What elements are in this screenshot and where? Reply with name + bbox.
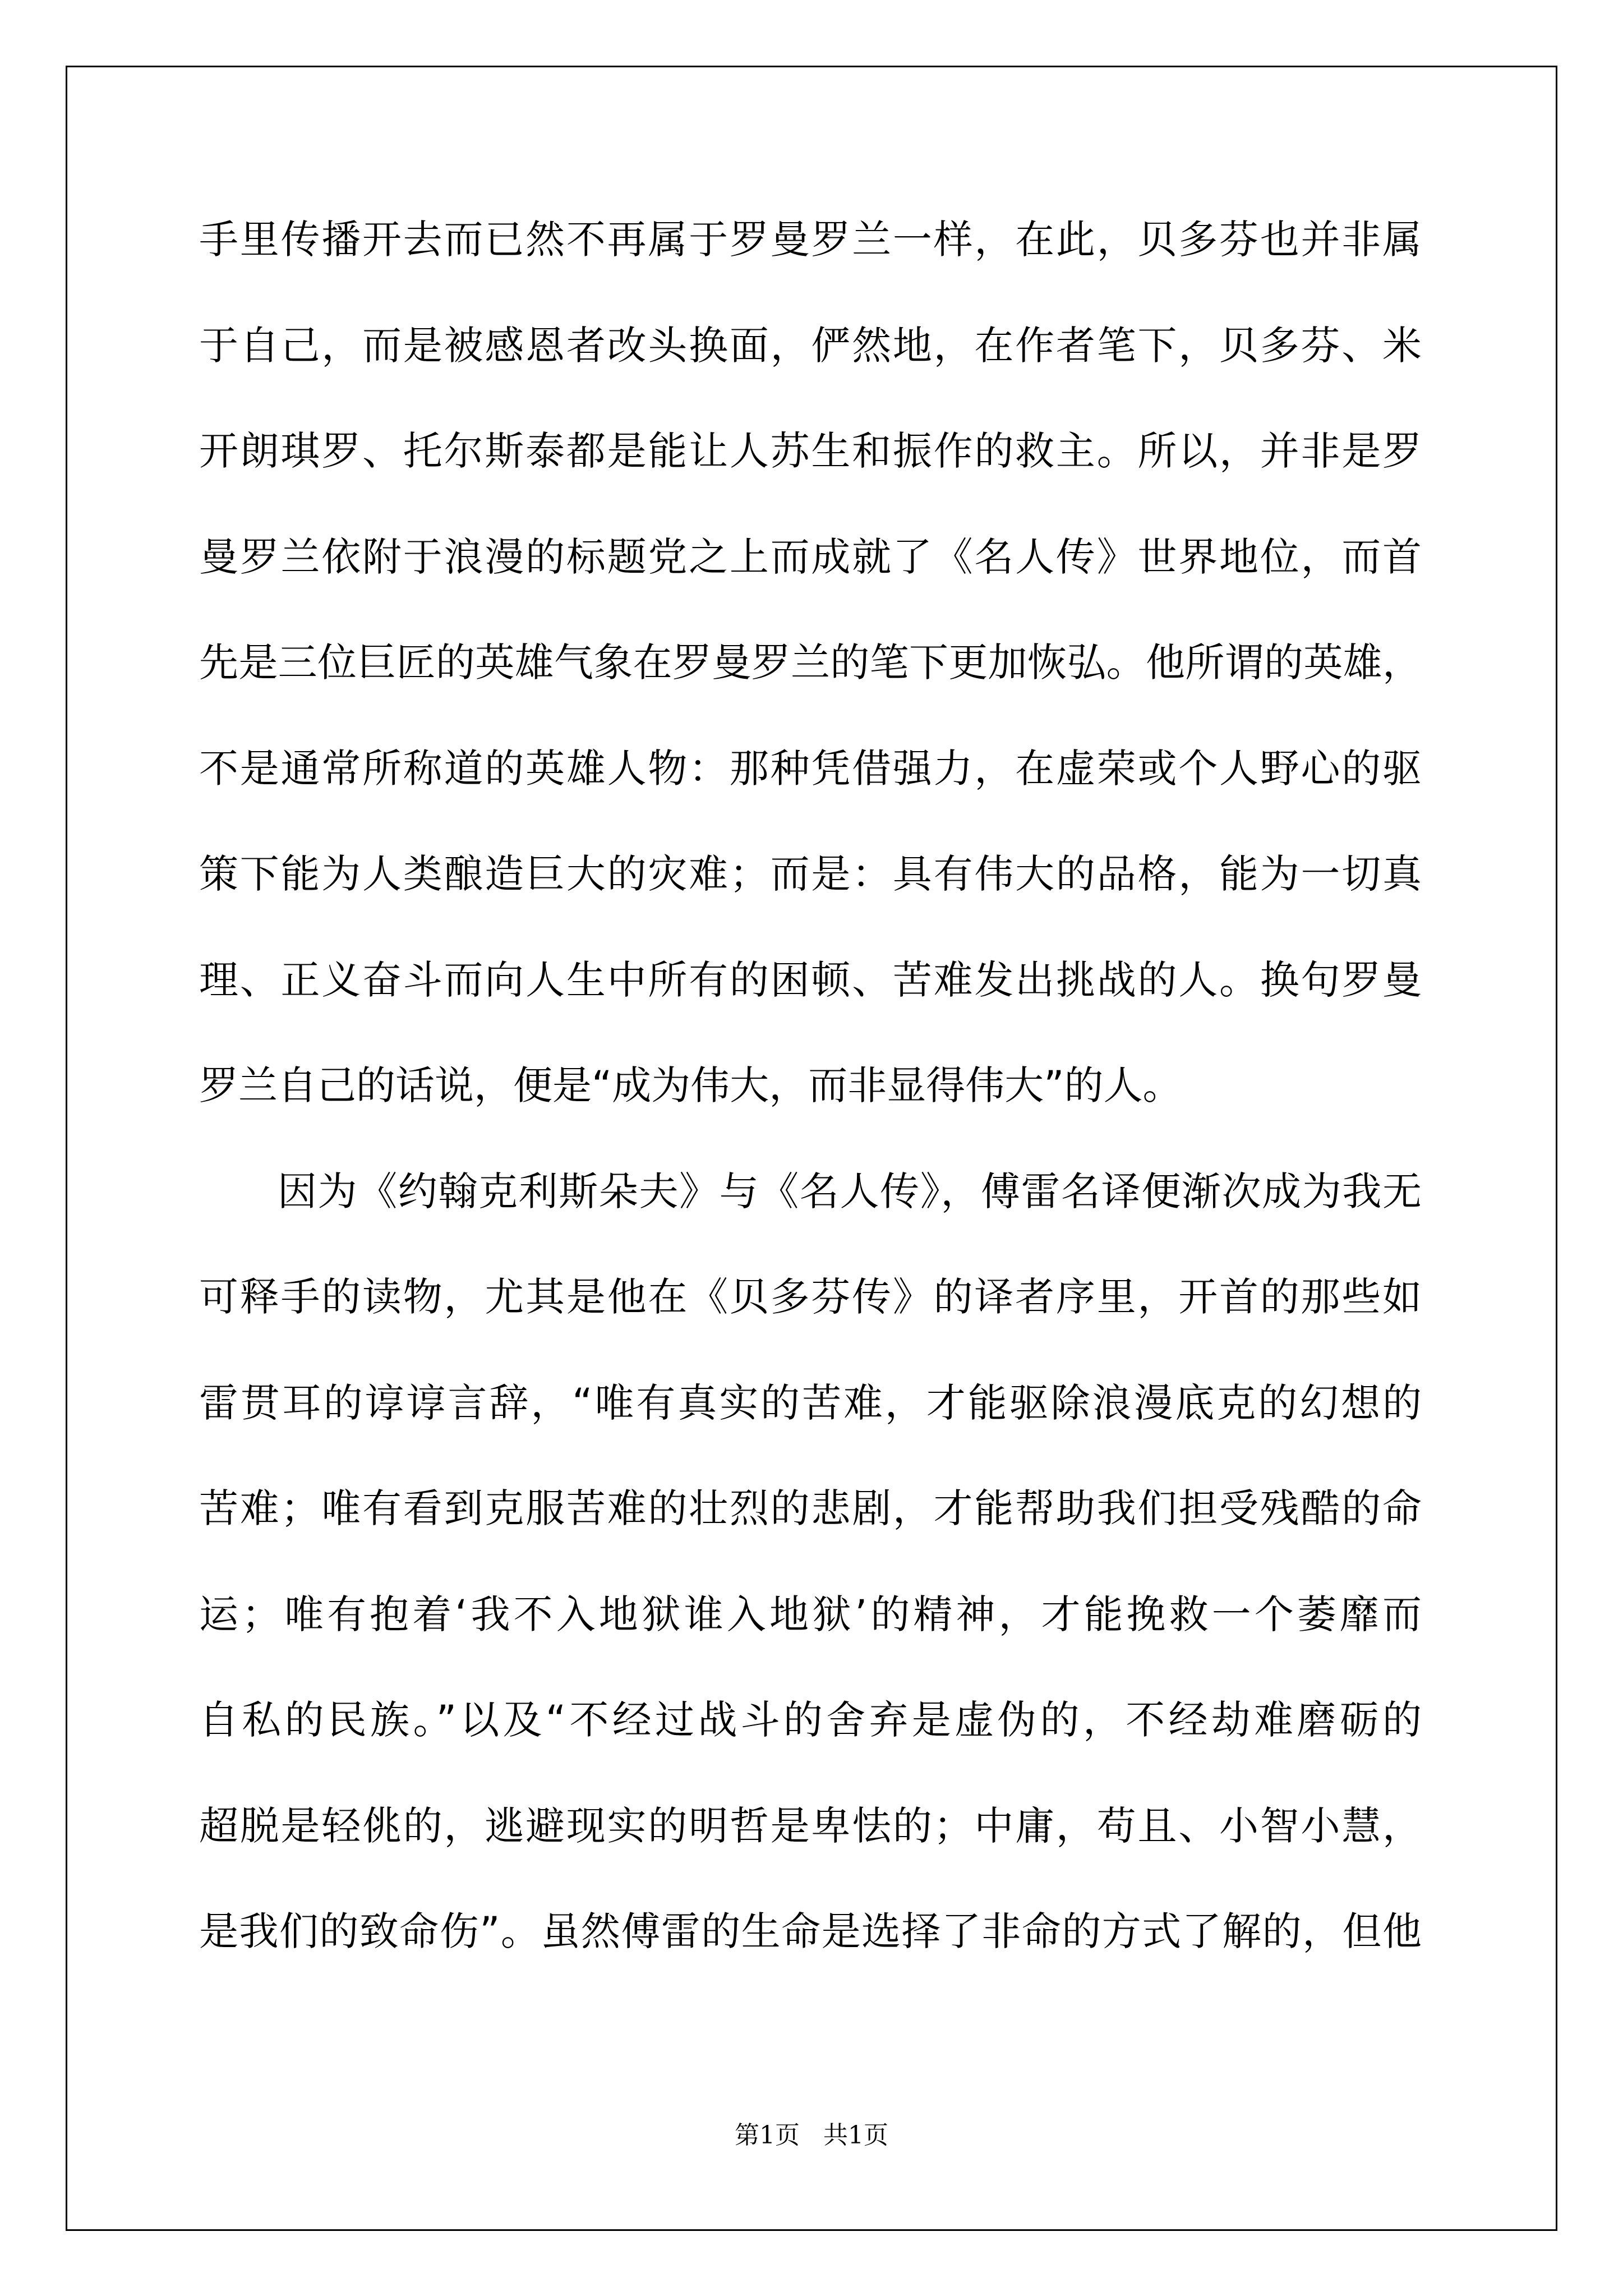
text-line: 先是三位巨匠的英雄气象在罗曼罗兰的笔下更加恢弘。他所谓的英雄， <box>199 639 1422 685</box>
text-line: 罗兰自己的话说，便是“成为伟大，而非显得伟大”的人。 <box>199 1062 1182 1108</box>
text-line: 策下能为人类酿造巨大的灾难；而是：具有伟大的品格，能为一切真 <box>199 851 1422 897</box>
text-line: 自私的民族。”以及“不经过战斗的舍弃是虚伪的，不经劫难磨砺的 <box>199 1697 1422 1743</box>
text-line: 曼罗兰依附于浪漫的标题党之上而成就了《名人传》世界地位，而首 <box>199 533 1422 580</box>
text-line: 超脱是轻佻的，逃避现实的明哲是卑怯的；中庸，苟且、小智小慧， <box>199 1802 1422 1849</box>
paragraph-first-line: 因为《约翰克利斯朵夫》与《名人传》，傅雷名译便渐次成为我无 <box>278 1168 1422 1214</box>
text-line: 运；唯有抱着‘我不入地狱谁入地狱’的精神，才能挽救一个萎靡而 <box>199 1591 1422 1637</box>
text-line: 苦难；唯有看到克服苦难的壮烈的悲剧，才能帮助我们担受残酷的命 <box>199 1485 1422 1531</box>
text-line: 是我们的致命伤”。虽然傅雷的生命是选择了非命的方式了解的，但他 <box>199 1908 1422 1954</box>
text-line: 可释手的读物，尤其是他在《贝多芬传》的译者序里，开首的那些如 <box>199 1274 1422 1320</box>
text-line: 于自己，而是被感恩者改头换面，俨然地，在作者笔下，贝多芬、米 <box>199 322 1422 369</box>
text-line: 开朗琪罗、托尔斯泰都是能让人苏生和振作的救主。所以，并非是罗 <box>199 428 1422 474</box>
document-body <box>199 217 1422 2018</box>
text-line: 不是通常所称道的英雄人物：那种凭借强力，在虚荣或个人野心的驱 <box>199 745 1422 792</box>
text-line: 手里传播开去而已然不再属于罗曼罗兰一样，在此，贝多芬也并非属 <box>199 217 1422 263</box>
text-line: 理、正义奋斗而向人生中所有的困顿、苦难发出挑战的人。换句罗曼 <box>199 956 1422 1003</box>
page-number-footer: 第1页 共1页 <box>735 2121 888 2150</box>
text-line: 雷贯耳的谆谆言辞，“唯有真实的苦难，才能驱除浪漫底克的幻想的 <box>199 1379 1422 1426</box>
